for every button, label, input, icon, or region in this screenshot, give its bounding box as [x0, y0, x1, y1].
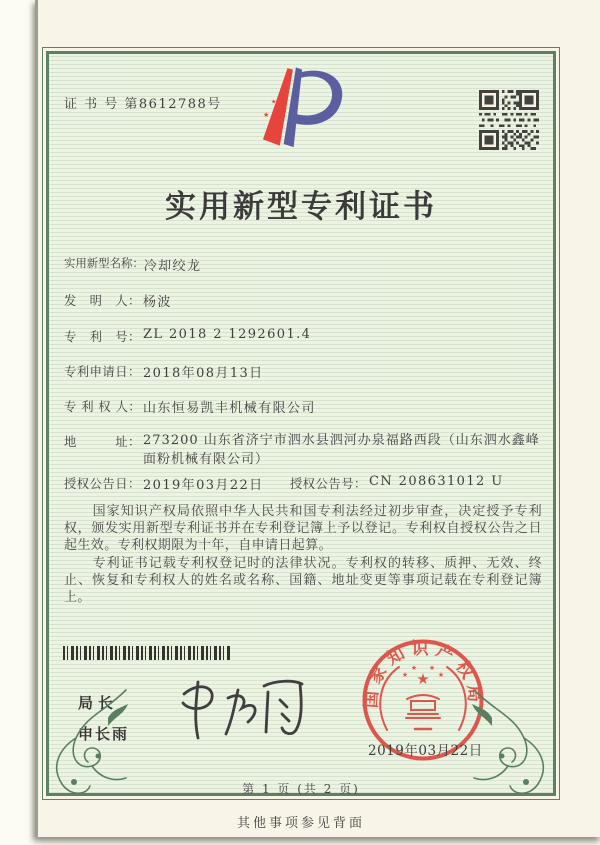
field-label: 授权公告日： — [64, 477, 141, 491]
director-name: 申长雨 — [78, 725, 130, 743]
seal-agency-text: 国家知识产权局 — [361, 638, 485, 709]
field-value: 冷却绞龙 — [143, 259, 202, 274]
field-label: 实用新型名称： — [64, 256, 144, 270]
field-label: 地 址： — [64, 435, 141, 449]
legal-text — [64, 503, 542, 607]
star-icon: ★ — [410, 664, 418, 672]
certificate-number: 证 书 号 第8612788号 — [64, 97, 222, 112]
field-inventor — [64, 291, 172, 310]
field-value: 2018年08月13日 — [143, 366, 264, 381]
qr-code-icon — [477, 90, 541, 150]
barcode — [63, 646, 230, 660]
star-icon: ★ — [437, 671, 445, 679]
field-value: ZL 2018 2 1292601.4 — [143, 327, 312, 342]
star-icon: ★ — [281, 105, 288, 114]
field-label: 专 利 权 人： — [64, 400, 142, 414]
star-icon: ★ — [428, 664, 436, 672]
field-patent-number — [64, 327, 311, 345]
field-value: CN 208631012 U — [369, 474, 504, 489]
field-label: 专 利 号： — [64, 330, 141, 344]
field-utility-model-name — [64, 255, 201, 274]
director-title: 局长 — [78, 694, 119, 712]
page-title: 实用新型专利证书 — [165, 189, 437, 225]
star-icon: ★ — [401, 671, 409, 679]
star-icon: ★ — [416, 670, 430, 688]
field-label: 发 明 人： — [64, 294, 141, 308]
star-icon: ★ — [281, 88, 287, 95]
field-value: 2019年03月22日 — [143, 478, 264, 493]
corner-flourish-icon — [38, 686, 130, 802]
star-icon: ★ — [274, 121, 283, 132]
field-address — [64, 432, 541, 469]
registry-statement: 专利证书记载专利权登记时的法律状况。专利权的转移、质押、无效、终止、恢复和专利权人的姓名或名称、国籍、地址变更等事项记载在专利登记簿上。 — [64, 556, 542, 605]
signature-icon — [168, 668, 313, 748]
star-icon: ★ — [262, 111, 270, 120]
field-label: 专利申请日： — [64, 365, 141, 379]
field-grant-date — [64, 474, 264, 493]
back-side-note: 其他事项参见背面 — [236, 816, 365, 831]
star-icon: ★ — [270, 98, 277, 106]
field-filing-date — [64, 362, 264, 381]
cnipa-logo-icon — [253, 58, 345, 158]
corner-flourish-icon — [470, 686, 562, 802]
field-value: 273200 山东省济宁市泗水县泗河办泉福路西段（山东泗水鑫峰面粉机械有限公司） — [143, 433, 540, 467]
grant-statement: 国家知识产权局依照中华人民共和国专利法经过初步审查，决定授予专利权，颁发实用新型专利证书并在专利登记簿上予以登记。专利权自授权公告之日起生效。专利权期限为十年，自申请日起算。 — [64, 504, 542, 553]
field-value: 山东恒易凯丰机械有限公司 — [143, 401, 316, 416]
page-indicator: 第 1 页 (共 2 页) — [242, 782, 360, 796]
field-grant-number — [290, 474, 504, 492]
seal-date: 2019年03月22日 — [368, 743, 483, 759]
field-value: 杨波 — [143, 295, 172, 310]
field-patentee — [64, 397, 316, 416]
field-label: 授权公告号： — [290, 477, 367, 491]
